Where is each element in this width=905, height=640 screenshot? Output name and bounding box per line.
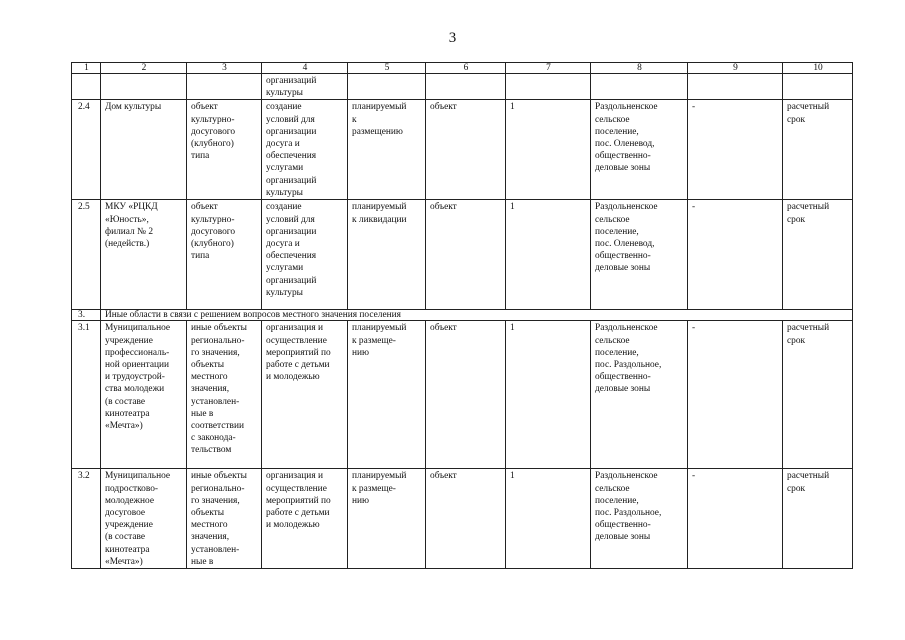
cell-purpose: организация и осуществление мероприятий по работе с детьми и молодежью <box>262 321 348 469</box>
cell-count: 1 <box>506 321 591 469</box>
column-header: 8 <box>591 63 688 74</box>
cell-number: 3.2 <box>72 469 101 569</box>
cell-zone: - <box>688 469 783 569</box>
cell-unit: объект <box>426 200 506 310</box>
cell-type: объект культурно- досугового (клубного) типа <box>187 200 262 310</box>
cell-name: Дом культуры <box>101 100 187 200</box>
cell-count: 1 <box>506 100 591 200</box>
cell-unit: объект <box>426 321 506 469</box>
column-header: 3 <box>187 63 262 74</box>
cell-purpose: организаций культуры <box>262 74 348 100</box>
cell-zone: - <box>688 321 783 469</box>
column-header: 7 <box>506 63 591 74</box>
continuation-row <box>72 74 853 100</box>
column-header: 5 <box>348 63 426 74</box>
column-header: 1 <box>72 63 101 74</box>
cell-unit: объект <box>426 100 506 200</box>
table-row <box>72 321 853 469</box>
column-header: 9 <box>688 63 783 74</box>
column-header: 2 <box>101 63 187 74</box>
cell-location: Раздольненское сельское поселение, пос. Оленевод, общественно- деловые зоны <box>591 200 688 310</box>
cell-type: объект культурно- досугового (клубного) типа <box>187 100 262 200</box>
cell-unit: объект <box>426 469 506 569</box>
cell-number: 3.1 <box>72 321 101 469</box>
table-row <box>72 469 853 569</box>
cell-number: 2.5 <box>72 200 101 310</box>
table-row <box>72 100 853 200</box>
cell-number: 2.4 <box>72 100 101 200</box>
cell-purpose: создание условий для организации досуга и обеспечения услугами организаций культуры <box>262 100 348 200</box>
cell-name: Муниципальное учреждение профессиональ- ной ориентации и трудоустрой- ства молодежи (в составе кинотеатра «Мечта») <box>101 321 187 469</box>
cell-status: планируемый к размеще- нию <box>348 321 426 469</box>
cell-term: расчетный срок <box>783 100 853 200</box>
cell-status: планируемый к размещению <box>348 100 426 200</box>
column-header: 10 <box>783 63 853 74</box>
cell-type: иные объекты регионально- го значения, объекты местного значения, установлен- ные в соответствии с законода- тельством <box>187 321 262 469</box>
cell-term: расчетный срок <box>783 200 853 310</box>
cell-location: Раздольненское сельское поселение, пос. Раздольное, общественно- деловые зоны <box>591 321 688 469</box>
table-row <box>72 200 853 310</box>
objects-table <box>71 62 853 569</box>
cell-name: МКУ «РЦКД «Юность», филиал № 2 (недейств.) <box>101 200 187 310</box>
section-title: Иные области в связи с решением вопросов местного значения поселения <box>101 310 853 321</box>
cell-purpose: создание условий для организации досуга и обеспечения услугами организаций культуры <box>262 200 348 310</box>
cell-term: расчетный срок <box>783 469 853 569</box>
cell-location: Раздольненское сельское поселение, пос. Раздольное, общественно- деловые зоны <box>591 469 688 569</box>
cell-type: иные объекты регионально- го значения, объекты местного значения, установлен- ные в <box>187 469 262 569</box>
header-row <box>72 63 853 74</box>
section-row <box>72 310 853 321</box>
page-number: 3 <box>448 30 457 46</box>
column-header: 4 <box>262 63 348 74</box>
cell-status: планируемый к ликвидации <box>348 200 426 310</box>
cell-zone: - <box>688 200 783 310</box>
cell-status: планируемый к размеще- нию <box>348 469 426 569</box>
cell-count: 1 <box>506 200 591 310</box>
cell-location: Раздольненское сельское поселение, пос. Оленевод, общественно- деловые зоны <box>591 100 688 200</box>
cell-count: 1 <box>506 469 591 569</box>
cell-name: Муниципальное подростково- молодежное досуговое учреждение (в составе кинотеатра «Мечта») <box>101 469 187 569</box>
cell-zone: - <box>688 100 783 200</box>
section-number: 3. <box>72 310 101 321</box>
cell-term: расчетный срок <box>783 321 853 469</box>
column-header: 6 <box>426 63 506 74</box>
cell-purpose: организация и осуществление мероприятий по работе с детьми и молодежью <box>262 469 348 569</box>
